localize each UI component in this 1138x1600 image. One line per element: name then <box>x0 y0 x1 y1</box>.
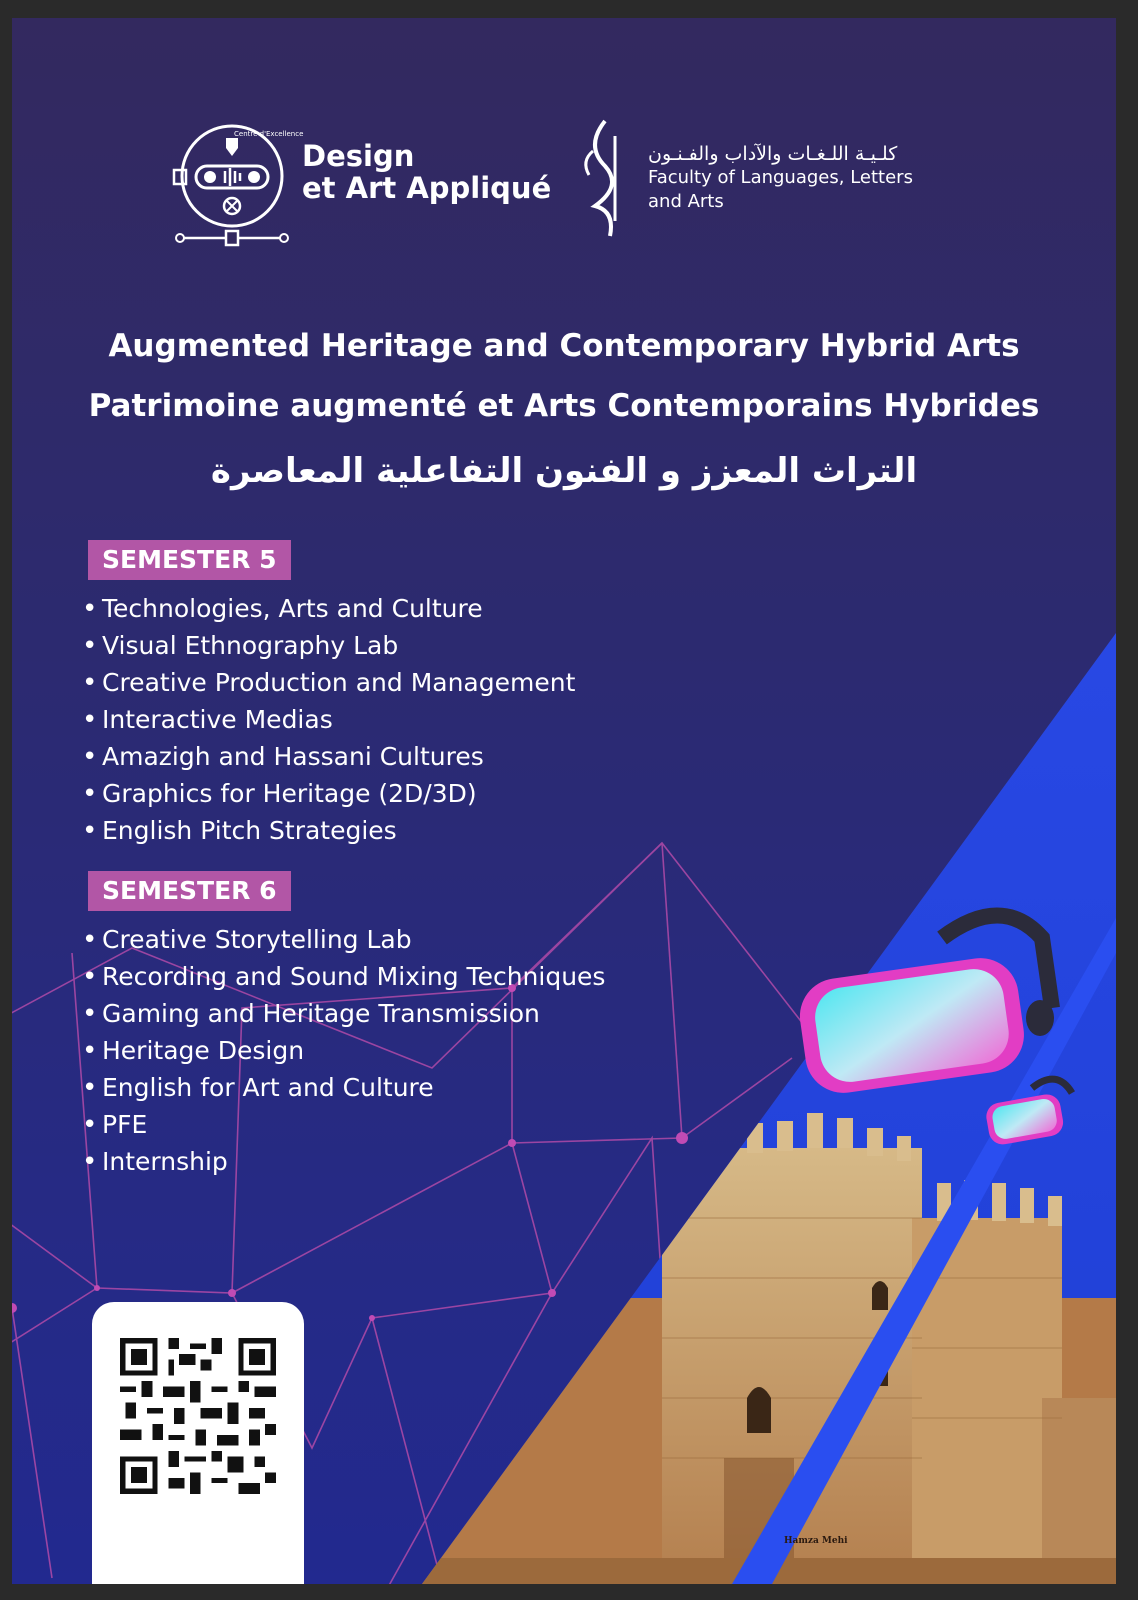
faculty-logo-icon <box>575 116 635 241</box>
design-logo-text <box>302 140 551 204</box>
list-item: • Interactive Medias <box>82 701 575 738</box>
list-item: • PFE <box>82 1106 605 1143</box>
logo-line-1: Design <box>302 139 415 173</box>
faculty-name-line-1: Faculty of Languages, Letters <box>648 167 913 188</box>
list-item: • Gaming and Heritage Transmission <box>82 995 605 1032</box>
program-titles <box>12 316 1116 506</box>
qr-code[interactable] <box>120 1338 276 1494</box>
list-item: • Visual Ethnography Lab <box>82 627 575 664</box>
list-item: • English Pitch Strategies <box>82 812 575 849</box>
semester-5-list <box>82 590 575 849</box>
title-english: Augmented Heritage and Contemporary Hybrid Arts <box>108 328 1020 364</box>
list-item: • Recording and Sound Mixing Techniques <box>82 958 605 995</box>
photo-credit: Hamza Mehi <box>784 1536 848 1546</box>
semester-5-badge: SEMESTER 5 <box>88 540 291 580</box>
title-arabic: التراث المعزز و الفنون التفاعلية المعاصرة <box>210 451 918 491</box>
list-item: • Technologies, Arts and Culture <box>82 590 575 627</box>
list-item: • Heritage Design <box>82 1032 605 1069</box>
faculty-name-arabic: كلـيـة اللـغـات والآداب والفـنـون <box>648 143 898 165</box>
logo-badge: Centre d'Excellence <box>234 130 304 138</box>
list-item: • Creative Storytelling Lab <box>82 921 605 958</box>
vr-headset-small-icon <box>982 1068 1077 1148</box>
logo-line-2: et Art Appliqué <box>302 171 552 205</box>
list-item: • Graphics for Heritage (2D/3D) <box>82 775 575 812</box>
semester-6-badge: SEMESTER 6 <box>88 871 291 911</box>
faculty-name-line-2: and Arts <box>648 191 724 212</box>
semester-6-list <box>82 921 605 1180</box>
poster <box>12 18 1116 1584</box>
list-item: • Internship <box>82 1143 605 1180</box>
title-french: Patrimoine augmenté et Arts Contemporains Hybrides <box>88 388 1040 424</box>
list-item: • Amazigh and Hassani Cultures <box>82 738 575 775</box>
list-item: • Creative Production and Management <box>82 664 575 701</box>
faculty-logo-text <box>648 142 913 214</box>
list-item: • English for Art and Culture <box>82 1069 605 1106</box>
